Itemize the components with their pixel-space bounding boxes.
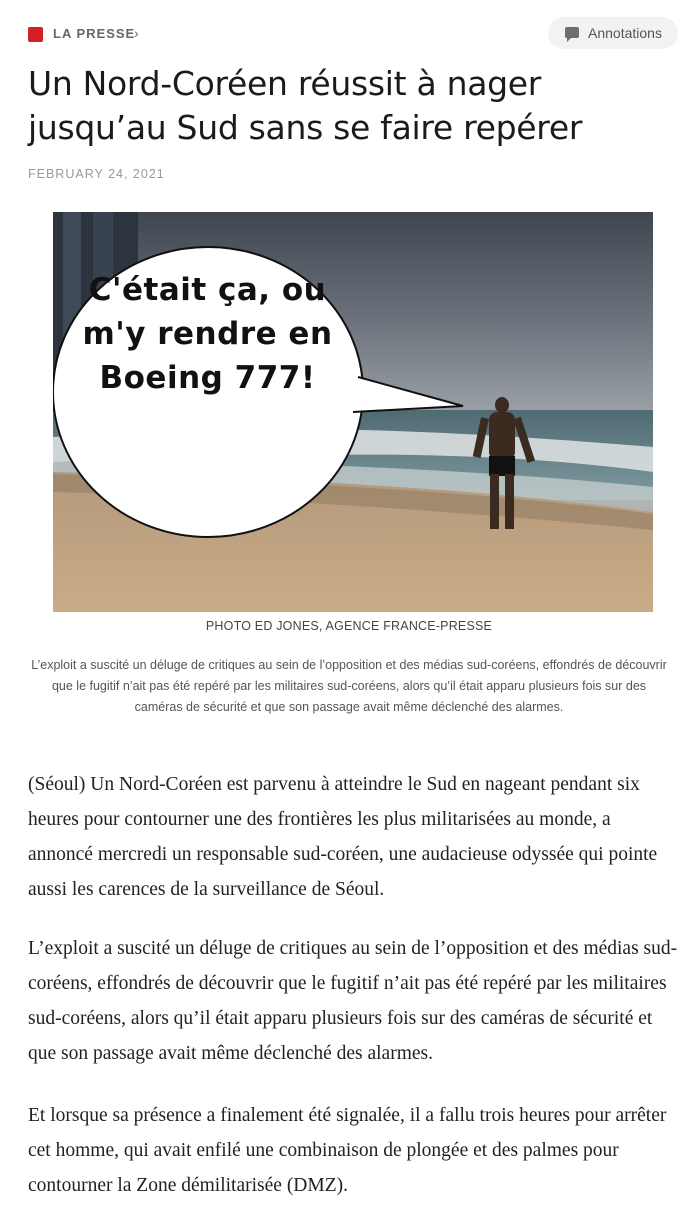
top-bar xyxy=(0,0,698,62)
source-name-link[interactable]: LA PRESSE xyxy=(53,26,136,41)
annotations-label: Annotations xyxy=(588,25,662,41)
photo-caption: L’exploit a suscité un déluge de critiques au sein de l’opposition et des médias sud-coréens, effondrés de découvrir que le fugitif n’ait pas été repéré par les militaires sud-coréens, alors qu’il était apparu plusieurs fois sur des caméras de sécurité et que son passage avait même déclenché des alarmes. xyxy=(31,658,667,714)
la-presse-logo[interactable] xyxy=(28,27,43,42)
speech-bubble-text: C'était ça, ou m'y rendre en Boeing 777! xyxy=(82,272,333,396)
article-paragraph: L’exploit a suscité un déluge de critiques au sein de l’opposition et des médias sud-coréens, effondrés de découvrir que le fugitif n’ait pas été repéré par les militaires sud-coréens, alors qu’il était apparu plusieurs fois sur des caméras de sécurité et que son passage avait même déclenché des alarmes. xyxy=(28,938,678,1064)
article-paragraph: Et lorsque sa présence a finalement été signalée, il a fallu trois heures pour arrêter cet homme, qui avait enfilé une combinaison de plongée et des palmes pour contourner la Zone démilitarisée (DMZ). xyxy=(28,1105,667,1196)
chevron-right-icon[interactable]: › xyxy=(134,25,139,41)
article-date: FEBRUARY 24, 2021 xyxy=(28,167,165,181)
article-paragraph: (Séoul) Un Nord-Coréen est parvenu à atteindre le Sud en nageant pendant six heures pour contourner une des frontières les plus militarisées au monde, a annoncé mercredi un responsable sud-coréen, une audacieuse odyssée qui pointe aussi les carences de la surveillance de Séoul. xyxy=(28,774,658,900)
annotations-button[interactable] xyxy=(548,17,678,49)
speech-bubble-icon xyxy=(565,27,579,38)
article-title: Un Nord-Coréen réussit à nager jusqu’au Sud sans se faire repérer xyxy=(28,64,583,147)
photo-credit: PHOTO ED JONES, AGENCE FRANCE-PRESSE xyxy=(205,619,493,633)
